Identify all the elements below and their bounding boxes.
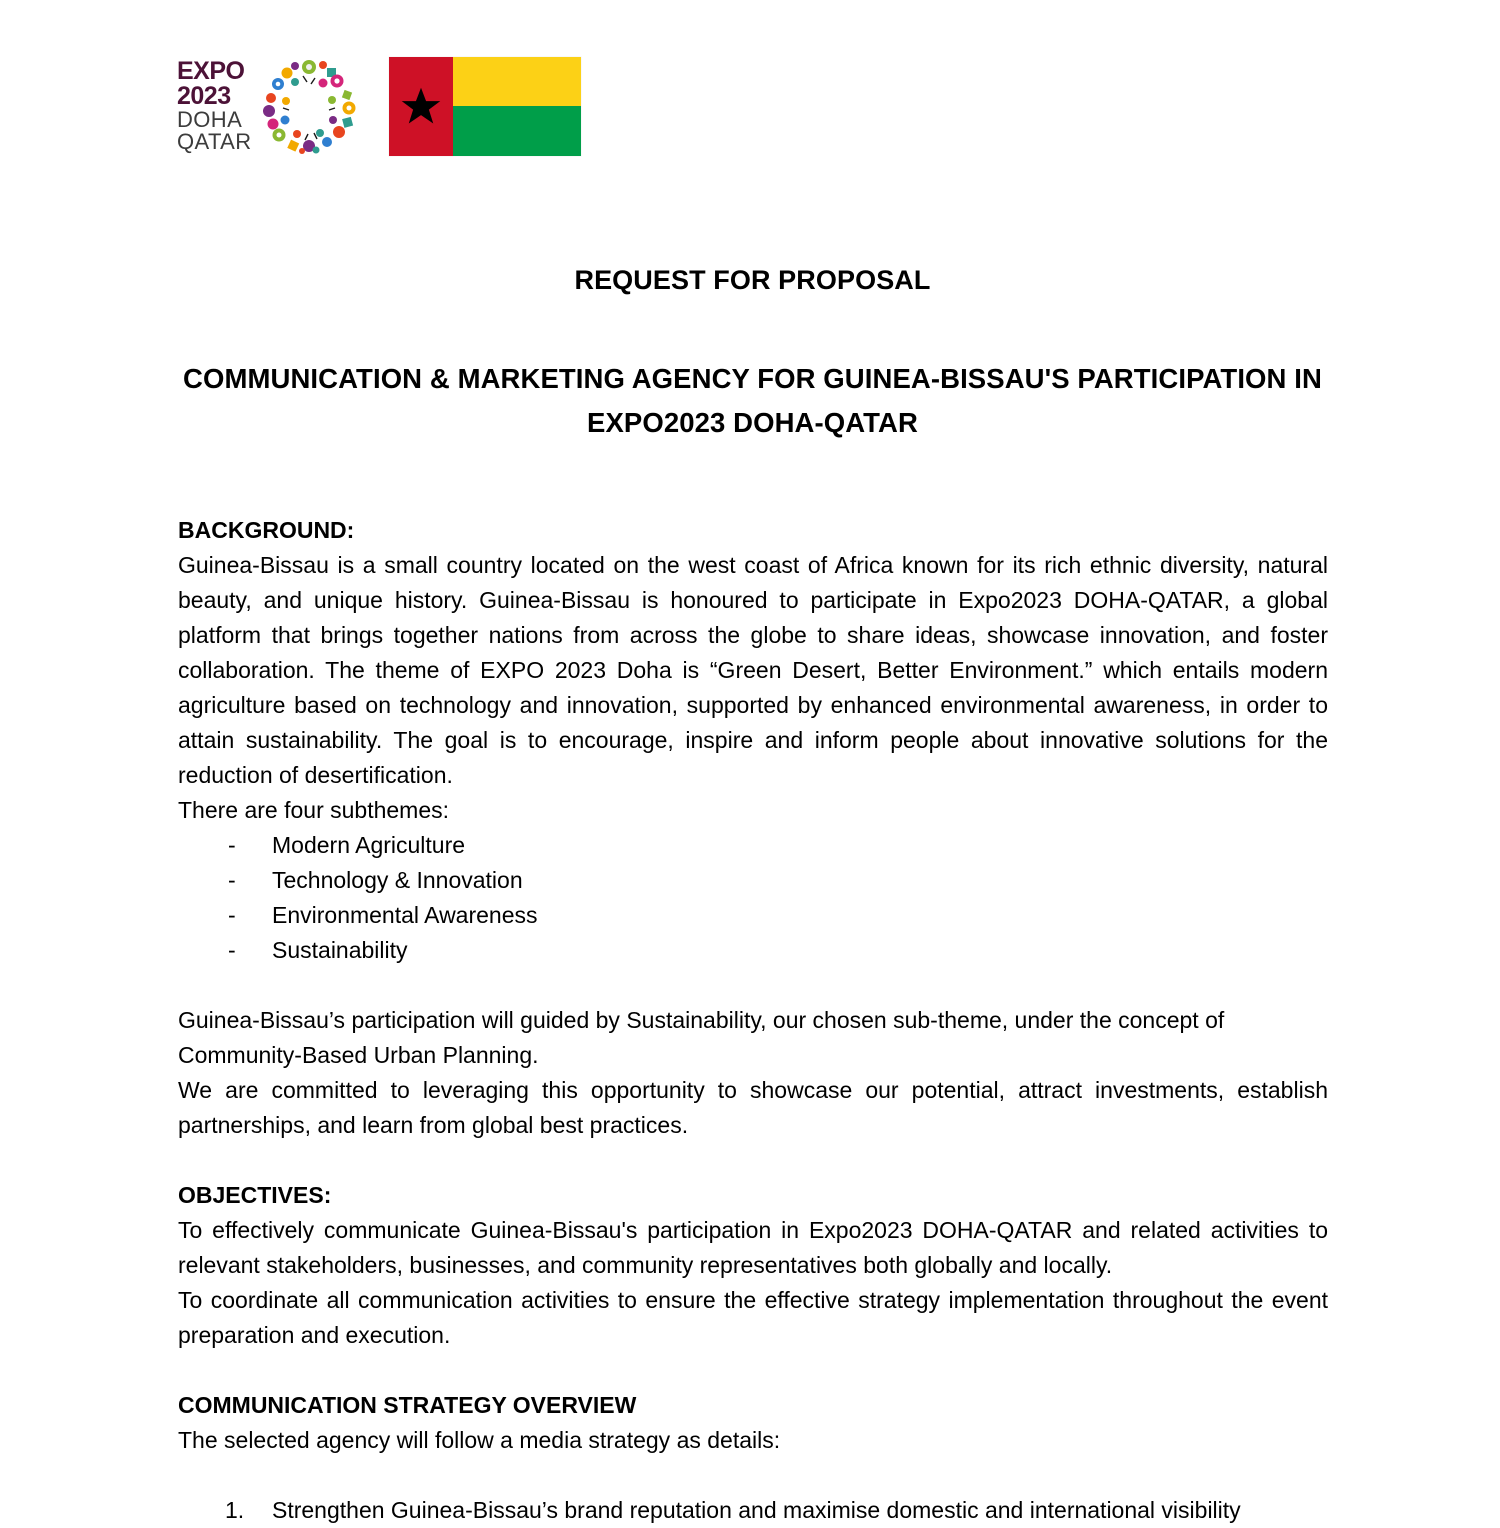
expo-floral-mandala-icon — [259, 56, 359, 156]
document-body — [178, 513, 1328, 1528]
expo-2023-doha-qatar-logo — [175, 54, 361, 158]
dash-marker: - — [228, 937, 236, 963]
strategy-item-label: Strengthen Guinea-Bissau’s brand reputation and maximise domestic and international visibility — [272, 1497, 1241, 1523]
expo-logo-line-doha: DOHA — [177, 107, 243, 132]
section-heading-background: BACKGROUND: — [178, 517, 355, 543]
page-title: REQUEST FOR PROPOSAL — [574, 265, 931, 295]
list-item — [178, 828, 1328, 863]
subtheme-label: Environmental Awareness — [272, 902, 538, 928]
list-item — [178, 933, 1328, 968]
document-header — [175, 48, 1325, 164]
background-paragraph-2: Guinea-Bissau’s participation will guided by Sustainability, our chosen sub-theme, under the concept of Community-Based Urban Planning. — [178, 1007, 1225, 1068]
dash-marker: - — [228, 867, 236, 893]
background-paragraph-1: Guinea-Bissau is a small country located on the west coast of Africa known for its rich ethnic diversity, natural beauty, and unique history. Guinea-Bissau is honoured to participate in Expo2023 DOHA-QATAR, a global platform that brings together nations from across the globe to share ideas, showcase innovation, and foster collaboration. The theme of EXPO 2023 Doha is “Green Desert, Better Environment.” which entails modern agriculture based on technology and innovation, supported by enhanced environmental awareness, in order to attain sustainability. The goal is to encourage, inspire and inform people about innovative solutions for the reduction of desertification. — [178, 552, 1328, 788]
objectives-paragraph-1: To effectively communicate Guinea-Bissau's participation in Expo2023 DOHA-QATAR and related activities to relevant stakeholders, businesses, and community representatives both globally and locally. — [178, 1217, 1328, 1278]
section-heading-communication-strategy: COMMUNICATION STRATEGY OVERVIEW — [178, 1392, 637, 1418]
flag-yellow-band — [453, 57, 581, 107]
dash-marker: - — [228, 832, 236, 858]
list-item — [178, 1493, 1328, 1528]
subtheme-label: Technology & Innovation — [272, 867, 523, 893]
flag-green-band — [453, 106, 581, 156]
expo-logo-line-2023: 2023 — [177, 82, 231, 110]
dash-marker: - — [228, 902, 236, 928]
flag-black-star-icon — [400, 85, 442, 127]
spacer — [178, 1353, 1328, 1388]
expo-logo-line-expo: EXPO — [177, 57, 245, 85]
communication-strategy-intro: The selected agency will follow a media strategy as details: — [178, 1427, 781, 1453]
guinea-bissau-flag-icon — [389, 57, 581, 156]
spacer — [178, 1143, 1328, 1178]
subthemes-list — [178, 828, 1328, 968]
list-item — [178, 898, 1328, 933]
flag-red-band — [389, 57, 453, 156]
flag-right-bands — [453, 57, 581, 156]
subtheme-label: Sustainability — [272, 937, 408, 963]
spacer — [178, 1458, 1328, 1493]
expo-logo-wordmark — [175, 59, 255, 153]
spacer — [178, 968, 1328, 1003]
subtheme-label: Modern Agriculture — [272, 832, 466, 858]
number-marker: 1. — [225, 1497, 245, 1523]
background-paragraph-3: We are committed to leveraging this opportunity to showcase our potential, attract investments, establish partnerships, and learn from global best practices. — [178, 1077, 1328, 1138]
objectives-paragraph-2: To coordinate all communication activities to ensure the effective strategy implementation throughout the event preparation and execution. — [178, 1287, 1328, 1348]
subthemes-intro: There are four subthemes: — [178, 797, 450, 823]
communication-strategy-list — [178, 1493, 1328, 1528]
page-subtitle: COMMUNICATION & MARKETING AGENCY FOR GUINEA-BISSAU'S PARTICIPATION IN EXPO2023 DOHA-QATAR — [183, 363, 1322, 438]
section-heading-objectives: OBJECTIVES: — [178, 1182, 332, 1208]
list-item — [178, 863, 1328, 898]
expo-logo-line-qatar: QATAR — [177, 129, 252, 154]
